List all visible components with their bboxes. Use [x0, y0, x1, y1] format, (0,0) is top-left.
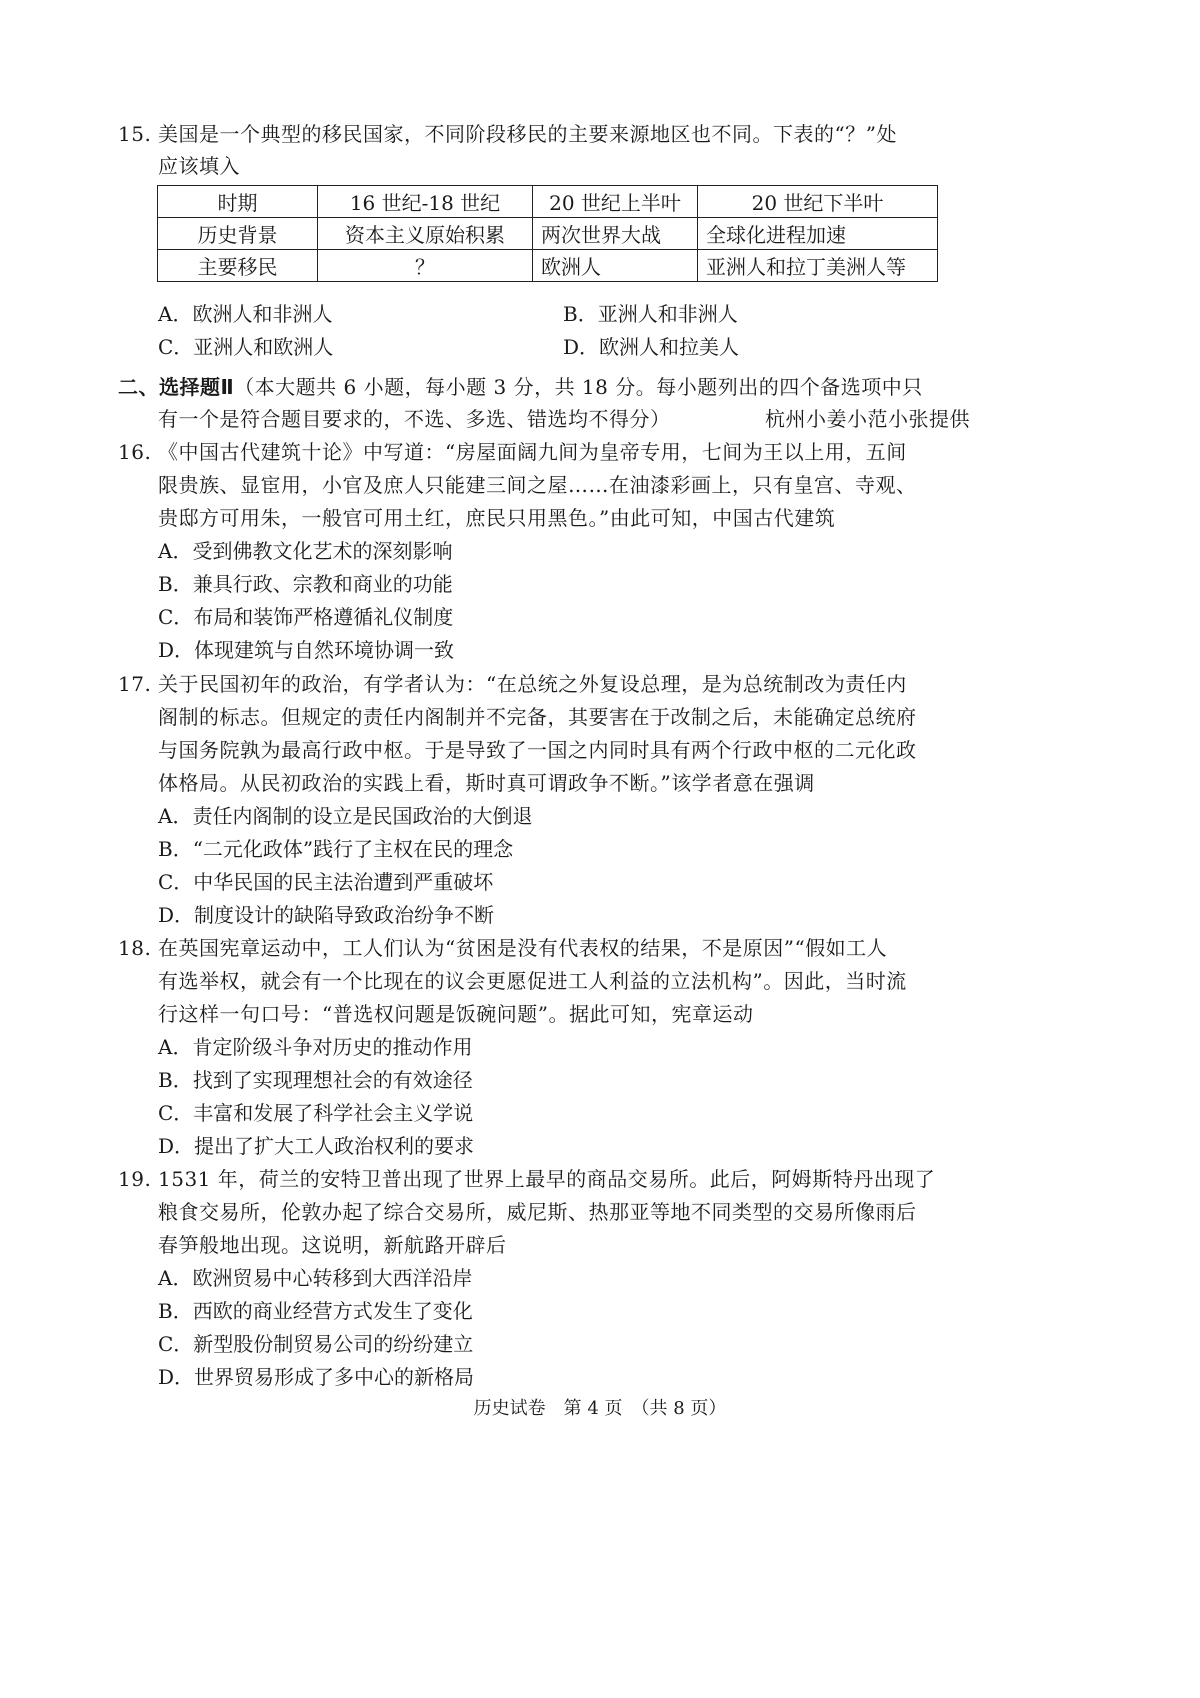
table-cell: 20 世纪上半叶	[533, 186, 698, 218]
table-cell: 资本主义原始积累	[318, 218, 533, 250]
q19-number: 19.	[118, 1167, 152, 1191]
q17-stem-line-2: 阁制的标志。但规定的责任内阁制并不完备，其要害在于改制之后，未能确定总统府	[158, 705, 917, 729]
q15-option-c[interactable]: C．亚洲人和欧洲人	[158, 335, 334, 359]
section-2-note-2: 有一个是符合题目要求的，不选、多选、错选均不得分）	[158, 407, 671, 431]
q16-option-a[interactable]: A．受到佛教文化艺术的深刻影响	[158, 539, 453, 563]
q19-stem-line-1	[118, 1163, 935, 1195]
q18-number: 18.	[118, 936, 152, 960]
q17-option-c[interactable]: C．中华民国的民主法治遭到严重破坏	[158, 870, 494, 894]
q18-option-a[interactable]: A．肯定阶级斗争对历史的推动作用	[158, 1035, 473, 1059]
q15-option-a[interactable]: A．欧洲人和非洲人	[158, 302, 333, 326]
migration-table	[157, 185, 938, 282]
table-cell: 主要移民	[158, 250, 318, 282]
q19-option-d[interactable]: D．世界贸易形成了多中心的新格局	[158, 1365, 475, 1389]
q18-text-1: 在英国宪章运动中，工人们认为“贫困是没有代表权的结果，不是原因”“假如工人	[158, 936, 888, 960]
page-footer: 历史试卷 第 4 页 （共 8 页）	[473, 1398, 727, 1419]
q19-option-b[interactable]: B．西欧的商业经营方式发生了变化	[158, 1299, 473, 1323]
q15-stem-line-2: 应该填入	[158, 154, 240, 178]
q17-text-1: 关于民国初年的政治，有学者认为：“在总统之外复设总理，是为总统制改为责任内	[158, 672, 907, 696]
q17-stem-line-4: 体格局。从民初政治的实践上看，斯时真可谓政争不断。”该学者意在强调	[158, 771, 815, 795]
q15-stem-line-1	[118, 118, 897, 150]
section-2-title: 二、选择题Ⅱ	[118, 375, 235, 399]
q16-stem-line-2: 限贵族、显宦用，小官及庶人只能建三间之屋……在油漆彩画上，只有皇宫、寺观、	[158, 473, 917, 497]
q18-stem-line-2: 有选举权，就会有一个比现在的议会更愿促进工人利益的立法机构”。因此，当时流	[158, 969, 907, 993]
q18-option-c[interactable]: C．丰富和发展了科学社会主义学说	[158, 1101, 474, 1125]
q16-option-b[interactable]: B．兼具行政、宗教和商业的功能	[158, 572, 453, 596]
q15-text-1: 美国是一个典型的移民国家，不同阶段移民的主要来源地区也不同。下表的“？”处	[158, 122, 897, 146]
credit-text: 杭州小姜小范小张提供	[765, 407, 970, 431]
q18-stem-line-1	[118, 932, 887, 964]
q18-option-d[interactable]: D．提出了扩大工人政治权利的要求	[158, 1134, 475, 1158]
table-cell: 时期	[158, 186, 318, 218]
q16-number: 16.	[118, 440, 152, 464]
section-2-note-1: （本大题共 6 小题，每小题 3 分，共 18 分。每小题列出的四个备选项中只	[234, 375, 923, 399]
table-cell: 16 世纪-18 世纪	[318, 186, 533, 218]
q15-number: 15.	[118, 122, 152, 146]
q17-stem-line-3: 与国务院孰为最高行政中枢。于是导致了一国之内同时具有两个行政中枢的二元化政	[158, 738, 917, 762]
q19-option-a[interactable]: A．欧洲贸易中心转移到大西洋沿岸	[158, 1266, 473, 1290]
q16-stem-line-1	[118, 436, 907, 468]
table-cell: 亚洲人和拉丁美洲人等	[698, 250, 938, 282]
table-row	[158, 250, 938, 282]
q17-option-d[interactable]: D．制度设计的缺陷导致政治纷争不断	[158, 903, 495, 927]
table-row	[158, 218, 938, 250]
table-cell: 全球化进程加速	[698, 218, 938, 250]
q16-option-c[interactable]: C．布局和装饰严格遵循礼仪制度	[158, 605, 454, 629]
q17-number: 17.	[118, 672, 152, 696]
q17-option-a[interactable]: A．责任内阁制的设立是民国政治的大倒退	[158, 804, 533, 828]
q19-text-1: 1531 年，荷兰的安特卫普出现了世界上最早的商品交易所。此后，阿姆斯特丹出现了	[158, 1167, 936, 1191]
table-cell: 历史背景	[158, 218, 318, 250]
q18-stem-line-3: 行这样一句口号：“普选权问题是饭碗问题”。据此可知，宪章运动	[158, 1002, 754, 1026]
q18-option-b[interactable]: B．找到了实现理想社会的有效途径	[158, 1068, 473, 1092]
q15-option-b[interactable]: B．亚洲人和非洲人	[563, 302, 738, 326]
q16-option-d[interactable]: D．体现建筑与自然环境协调一致	[158, 638, 455, 662]
q19-stem-line-2: 粮食交易所，伦敦办起了综合交易所，威尼斯、热那亚等地不同类型的交易所像雨后	[158, 1200, 917, 1224]
q19-stem-line-3: 春笋般地出现。这说明，新航路开辟后	[158, 1233, 507, 1257]
q19-option-c[interactable]: C．新型股份制贸易公司的纷纷建立	[158, 1332, 474, 1356]
q17-stem-line-1	[118, 668, 907, 700]
table-cell: 两次世界大战	[533, 218, 698, 250]
section-2-header	[118, 371, 923, 403]
q16-stem-line-3: 贵邸方可用朱，一般官可用土红，庶民只用黑色。”由此可知，中国古代建筑	[158, 506, 836, 530]
section-2-note-line-2	[158, 403, 970, 435]
table-row	[158, 186, 938, 218]
q16-text-1: 《中国古代建筑十论》中写道：“房屋面阔九间为皇帝专用，七间为王以上用，五间	[158, 440, 907, 464]
q15-option-d[interactable]: D．欧洲人和拉美人	[563, 335, 740, 359]
table-cell: 欧洲人	[533, 250, 698, 282]
q17-option-b[interactable]: B．“二元化政体”践行了主权在民的理念	[158, 837, 514, 861]
table-cell: ？	[318, 250, 533, 282]
table-cell: 20 世纪下半叶	[698, 186, 938, 218]
